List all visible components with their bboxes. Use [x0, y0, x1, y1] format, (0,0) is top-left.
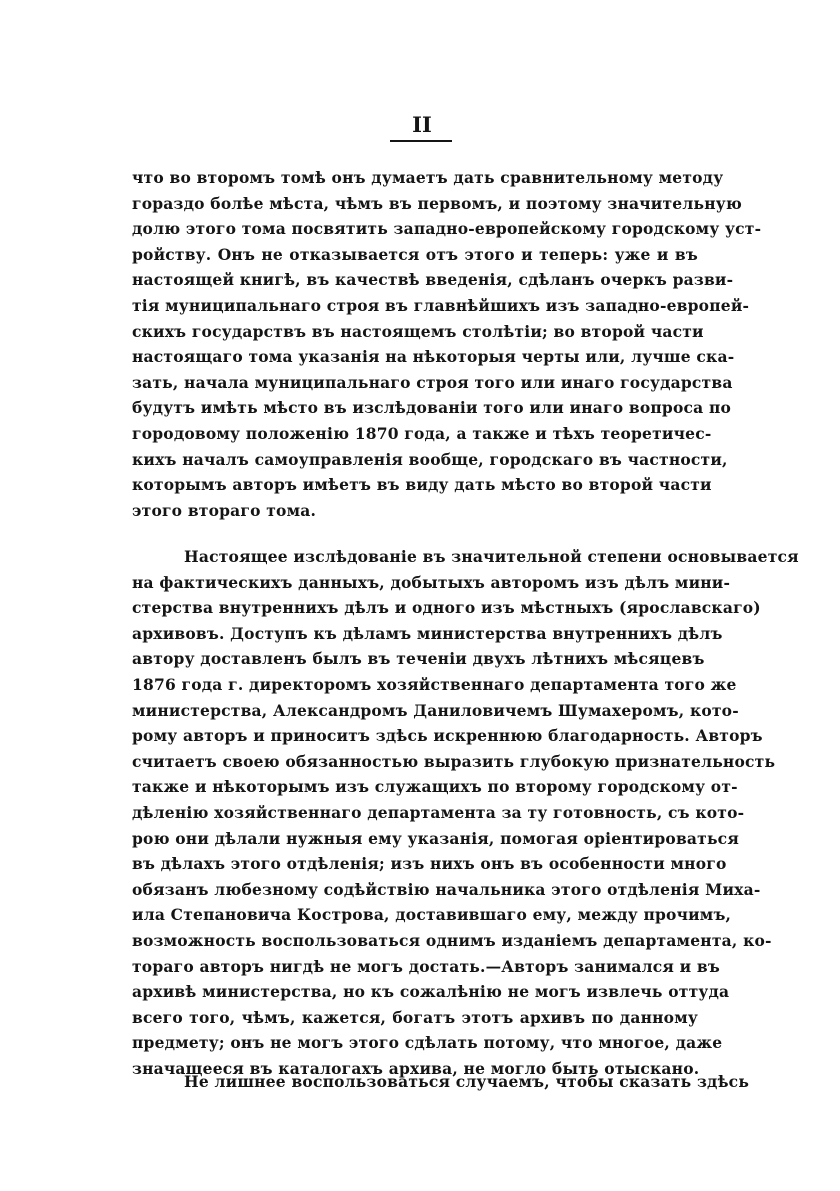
text-line: дѣленію хозяйственнаго департамента за ту готовность, съ кото-: [132, 802, 745, 822]
text-line: ила Степановича Кострова, доставившаго ему, между прочимъ,: [132, 905, 732, 925]
text-line: кихъ началъ самоуправленія вообще, городскаго въ частности,: [132, 449, 728, 469]
text-line: долю этого тома посвятить западно-европейскому городскому уст-: [132, 219, 762, 239]
text-line: архивѣ министерства, но къ сожалѣнію не могъ извлечь оттуда: [132, 982, 730, 1002]
text-line: архивовъ. Доступъ къ дѣламъ министерства внутреннихъ дѣлъ: [132, 623, 723, 643]
paragraph-3: [132, 1069, 750, 1095]
text-line: всего того, чѣмъ, кажется, богатъ этотъ архивъ по данному: [132, 1007, 698, 1027]
text-line: Не лишнее воспользоваться случаемъ, чтобы сказать здѣсь: [184, 1072, 750, 1091]
text-line: скихъ государствъ въ настоящемъ столѣтіи; во второй части: [132, 321, 704, 341]
text-line: предмету; онъ не могъ этого сдѣлать потому, что многое, даже: [132, 1033, 723, 1053]
text-line: на фактическихъ данныхъ, добытыхъ авторомъ изъ дѣлъ мини-: [132, 572, 731, 592]
text-line: возможность воспользоваться однимъ изданіемъ департамента, ко-: [132, 930, 772, 950]
text-line: настоящаго тома указанія на нѣкоторыя черты или, лучше ска-: [132, 347, 735, 367]
text-line: стерства внутреннихъ дѣлъ и одного изъ мѣстныхъ (ярославскаго): [132, 598, 761, 618]
text-line: настоящей книгѣ, въ качествѣ введенія, сдѣланъ очеркъ разви-: [132, 270, 734, 290]
paragraph-2: [132, 544, 799, 1081]
page-number-rule: [390, 140, 452, 142]
text-line: въ дѣлахъ этого отдѣленія; изъ нихъ онъ въ особенности много: [132, 854, 727, 874]
text-line: гораздо болѣе мѣста, чѣмъ въ первомъ, и поэтому значительную: [132, 193, 742, 213]
text-line: этого втораго тома.: [132, 500, 317, 520]
text-line: рою они дѣлали нужныя ему указанія, помогая оріентироваться: [132, 828, 739, 848]
text-line: рому авторъ и приноситъ здѣсь искреннюю благодарность. Авторъ: [132, 726, 763, 746]
text-line: ройству. Онъ не отказывается отъ этого и теперь: уже и въ: [132, 244, 698, 264]
text-line: зать, начала муниципальнаго строя того или инаго государства: [132, 372, 733, 392]
page-number: II: [412, 112, 432, 137]
text-line: автору доставленъ былъ въ теченіи двухъ лѣтнихъ мѣсяцевъ: [132, 649, 705, 669]
text-line: Настоящее изслѣдованіе въ значительной степени основывается: [184, 547, 799, 566]
text-line: тія муниципальнаго строя въ главнѣйшихъ изъ западно-европей-: [132, 295, 750, 315]
text-line: министерства, Александромъ Даниловичемъ Шумахеромъ, кото-: [132, 700, 739, 720]
text-line: которымъ авторъ имѣетъ въ виду дать мѣсто во второй части: [132, 475, 712, 495]
text-line: городовому положенію 1870 года, а также и тѣхъ теоретичес-: [132, 423, 712, 443]
text-line: также и нѣкоторымъ изъ служащихъ по второму городскому от-: [132, 777, 738, 797]
text-line: 1876 года г. директоромъ хозяйственнаго департамента того же: [132, 674, 737, 694]
text-line: обязанъ любезному содѣйствію начальника этого отдѣленія Миха-: [132, 879, 761, 899]
text-line: тораго авторъ нигдѣ не могъ достать.—Авторъ занимался и въ: [132, 956, 720, 976]
text-line: что во второмъ томѣ онъ думаетъ дать сравнительному методу: [132, 168, 724, 187]
text-line: значащееся въ каталогахъ архива, не могло быть отыскано.: [132, 1058, 700, 1078]
paragraph-1: [132, 165, 762, 523]
text-line: считаетъ своею обязанностью выразить глубокую признательность: [132, 751, 776, 771]
text-line: будутъ имѣть мѣсто въ изслѣдованіи того или инаго вопроса по: [132, 398, 732, 418]
